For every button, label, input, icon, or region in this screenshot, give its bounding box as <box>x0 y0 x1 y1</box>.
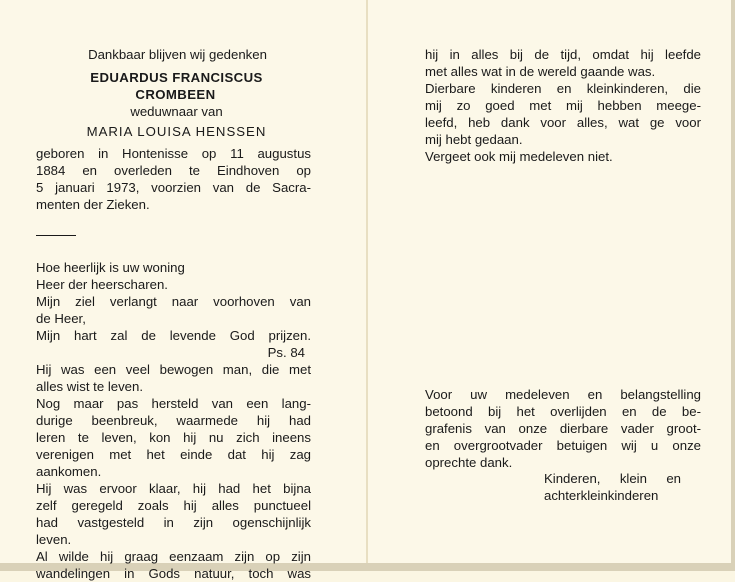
bio-paragraph <box>36 145 311 213</box>
signature-line: Kinderen, klein en <box>544 471 681 486</box>
bio-line: 5 januari 1973, voorzien van de Sacra- <box>36 180 311 195</box>
body-line: zelf geregeld zoals hij alles punctueel <box>36 498 311 513</box>
psalm-line: de Heer, <box>36 311 86 326</box>
psalm-line: Heer der heerscharen. <box>36 277 168 292</box>
body-line: Al wilde hij graag eenzaam zijn op zijn <box>36 549 311 564</box>
deceased-name-line2: CROMBEEN <box>135 87 216 102</box>
psalm-line: Mijn ziel verlangt naar voorhoven van <box>36 294 311 309</box>
psalm-line: Mijn hart zal de levende God prijzen. <box>36 328 311 343</box>
left-page <box>36 46 311 582</box>
continued-line: mij hebt gedaan. <box>425 132 523 147</box>
thanks-line: Voor uw medeleven en belangstelling <box>425 387 701 402</box>
body-line: aankomen. <box>36 464 102 479</box>
body-line: Hij was een veel bewogen man, die met <box>36 362 311 377</box>
continued-line: hij in alles bij de tijd, omdat hij leefde <box>425 47 701 62</box>
body-line: leren te leven, kon hij nu zich ineens <box>36 430 311 445</box>
body-line: verenigen met het einde dat hij zag <box>36 447 311 462</box>
section-divider <box>36 235 76 236</box>
thanks-line: en overgrootvader betuigen wij u onze <box>425 438 701 453</box>
body-line: Nog maar pas hersteld van een lang- <box>36 396 311 411</box>
relation-line: weduwnaar van <box>130 104 223 119</box>
body-line: had vastgesteld in zijn ogenschijnlijk <box>36 515 311 530</box>
card-edge-right <box>731 0 735 571</box>
thanks-line: grafenis van onze dierbare vader groot- <box>425 421 701 436</box>
continued-line: mij zo goed met mij hebben meege- <box>425 98 701 113</box>
thanks-line: oprechte dank. <box>425 455 513 470</box>
opening-line: Dankbaar blijven wij gedenken <box>88 47 267 62</box>
deceased-name-line1: EDUARDUS FRANCISCUS <box>90 70 263 85</box>
body-line: alles wist te leven. <box>36 379 144 394</box>
thanks-paragraph <box>425 386 701 471</box>
continued-line: Dierbare kinderen en kleinkinderen, die <box>425 81 701 96</box>
signature <box>544 470 694 504</box>
psalm-line: Hoe heerlijk is uw woning <box>36 260 185 275</box>
signature-line: achterkleinkinderen <box>544 488 659 503</box>
bio-line: menten der Zieken. <box>36 197 150 212</box>
body-line: durige beenbreuk, waarmede hij had <box>36 413 311 428</box>
body-line: leven. <box>36 532 72 547</box>
continued-line: Vergeet ook mij medeleven niet. <box>425 149 613 164</box>
right-page-top <box>425 46 701 165</box>
thanks-line: betoond bij het overlijden en de be- <box>425 404 701 419</box>
continued-line: met alles wat in de wereld gaande was. <box>425 64 656 79</box>
continued-line: leefd, heb dank voor alles, wat ge voor <box>425 115 701 130</box>
psalm-quote <box>36 259 311 361</box>
body-line: wandelingen in Gods natuur, toch was <box>36 566 311 581</box>
body-line: Hij was ervoor klaar, hij had het bijna <box>36 481 311 496</box>
bio-line: 1884 en overleden te Eindhoven op <box>36 163 311 178</box>
psalm-reference: Ps. 84 <box>267 345 305 360</box>
body-paragraph <box>36 361 311 582</box>
bio-line: geboren in Hontenisse op 11 augustus <box>36 146 311 161</box>
card-fold <box>366 0 368 571</box>
spouse-name: MARIA LOUISA HENSSEN <box>86 124 267 139</box>
